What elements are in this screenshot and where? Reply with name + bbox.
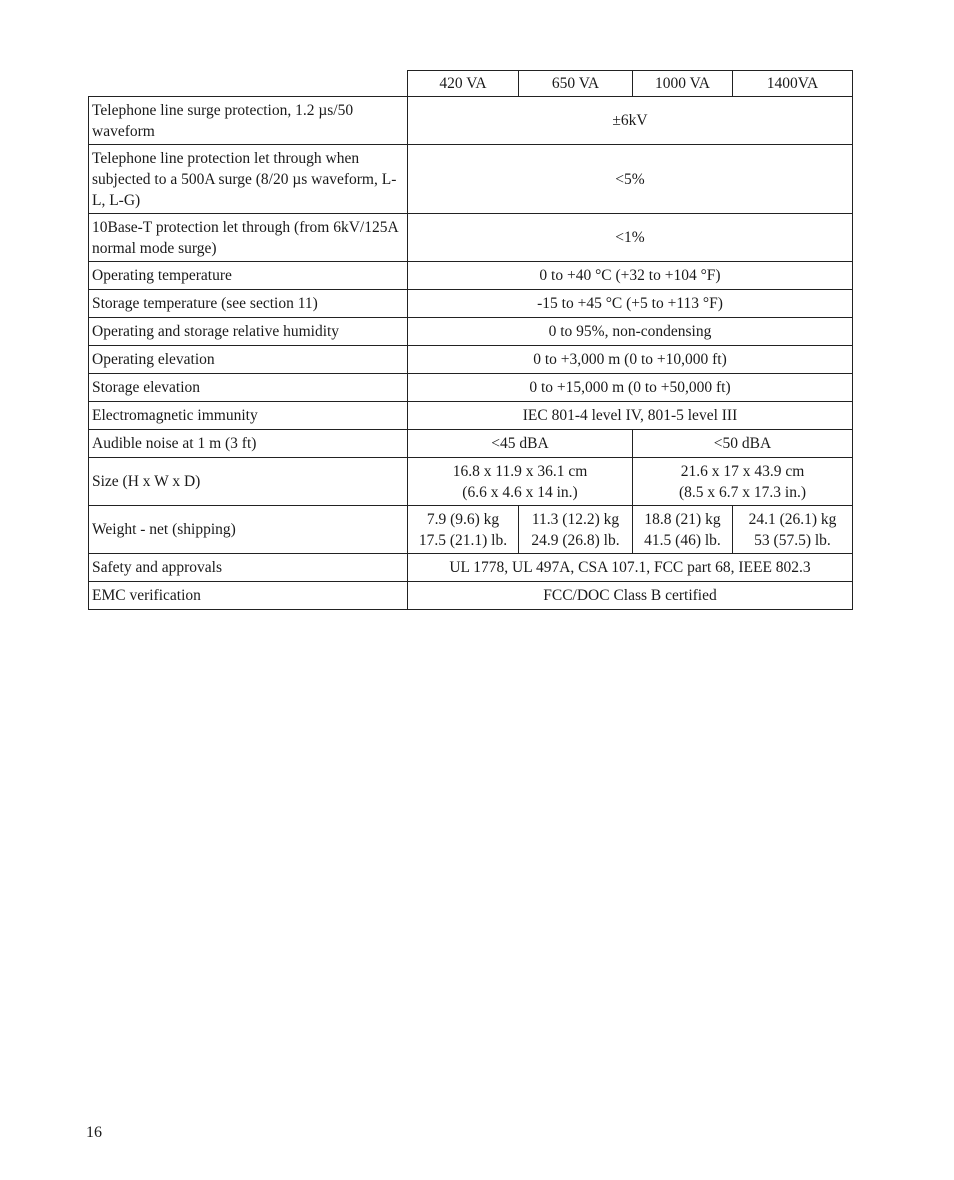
size-imperial: (6.6 x 4.6 x 14 in.): [462, 483, 578, 501]
weight-650va: [519, 506, 633, 554]
row-label: Electromagnetic immunity: [89, 402, 408, 430]
table-row: [89, 554, 853, 582]
specifications-table: [88, 70, 853, 610]
table-row: [89, 214, 853, 262]
row-label: Telephone line protection let through when subjected to a 500A surge (8/20 µs waveform, L-L, L-G): [89, 145, 408, 214]
page-number: 16: [86, 1124, 102, 1141]
table-row: [89, 430, 853, 458]
row-label: Weight - net (shipping): [89, 506, 408, 554]
noise-value-large: <50 dBA: [633, 430, 853, 458]
table-row: [89, 582, 853, 610]
size-metric: 21.6 x 17 x 43.9 cm: [680, 462, 805, 480]
row-label: Storage temperature (see section 11): [89, 290, 408, 318]
row-value: 0 to +3,000 m (0 to +10,000 ft): [408, 346, 853, 374]
row-value: FCC/DOC Class B certified: [408, 582, 853, 610]
row-value: 0 to +15,000 m (0 to +50,000 ft): [408, 374, 853, 402]
row-label: Telephone line surge protection, 1.2 µs/50 waveform: [89, 97, 408, 145]
noise-value-small: <45 dBA: [408, 430, 633, 458]
row-value: <5%: [408, 145, 853, 214]
table-row: [89, 506, 853, 554]
weight-kg: 11.3 (12.2) kg: [531, 510, 620, 528]
column-header-1400va: 1400VA: [733, 71, 853, 97]
weight-lb: 17.5 (21.1) lb.: [418, 531, 508, 549]
size-imperial: (8.5 x 6.7 x 17.3 in.): [678, 483, 806, 501]
weight-1000va: [633, 506, 733, 554]
row-label: EMC verification: [89, 582, 408, 610]
row-label: Operating and storage relative humidity: [89, 318, 408, 346]
row-value: 0 to +40 °C (+32 to +104 °F): [408, 262, 853, 290]
size-value-large: [633, 458, 853, 506]
column-header-1000va: 1000 VA: [633, 71, 733, 97]
weight-lb: 24.9 (26.8) lb.: [531, 531, 620, 549]
weight-kg: 24.1 (26.1) kg: [748, 510, 837, 528]
weight-420va: [408, 506, 519, 554]
row-value: <1%: [408, 214, 853, 262]
row-value: -15 to +45 °C (+5 to +113 °F): [408, 290, 853, 318]
table-row: [89, 346, 853, 374]
table-row: [89, 262, 853, 290]
row-value: UL 1778, UL 497A, CSA 107.1, FCC part 68, IEEE 802.3: [408, 554, 853, 582]
size-value-small: [408, 458, 633, 506]
row-value: ±6kV: [408, 97, 853, 145]
weight-kg: 7.9 (9.6) kg: [426, 510, 500, 528]
weight-lb: 41.5 (46) lb.: [644, 531, 721, 549]
row-value: IEC 801-4 level IV, 801-5 level III: [408, 402, 853, 430]
row-value: 0 to 95%, non-condensing: [408, 318, 853, 346]
row-label: Storage elevation: [89, 374, 408, 402]
size-metric: 16.8 x 11.9 x 36.1 cm: [452, 462, 588, 480]
table-row: [89, 318, 853, 346]
table-row: [89, 145, 853, 214]
weight-lb: 53 (57.5) lb.: [754, 531, 831, 549]
header-row: [89, 71, 853, 97]
table-row: [89, 402, 853, 430]
row-label: Operating temperature: [89, 262, 408, 290]
row-label: Operating elevation: [89, 346, 408, 374]
row-label: Size (H x W x D): [89, 458, 408, 506]
table-row: [89, 290, 853, 318]
table-row: [89, 458, 853, 506]
table-row: [89, 97, 853, 145]
row-label: Audible noise at 1 m (3 ft): [89, 430, 408, 458]
blank-corner-cell: [89, 71, 408, 97]
table-row: [89, 374, 853, 402]
row-label: Safety and approvals: [89, 554, 408, 582]
weight-kg: 18.8 (21) kg: [644, 510, 721, 528]
column-header-420va: 420 VA: [408, 71, 519, 97]
row-label: 10Base-T protection let through (from 6kV/125A normal mode surge): [89, 214, 408, 262]
column-header-650va: 650 VA: [519, 71, 633, 97]
weight-1400va: [733, 506, 853, 554]
